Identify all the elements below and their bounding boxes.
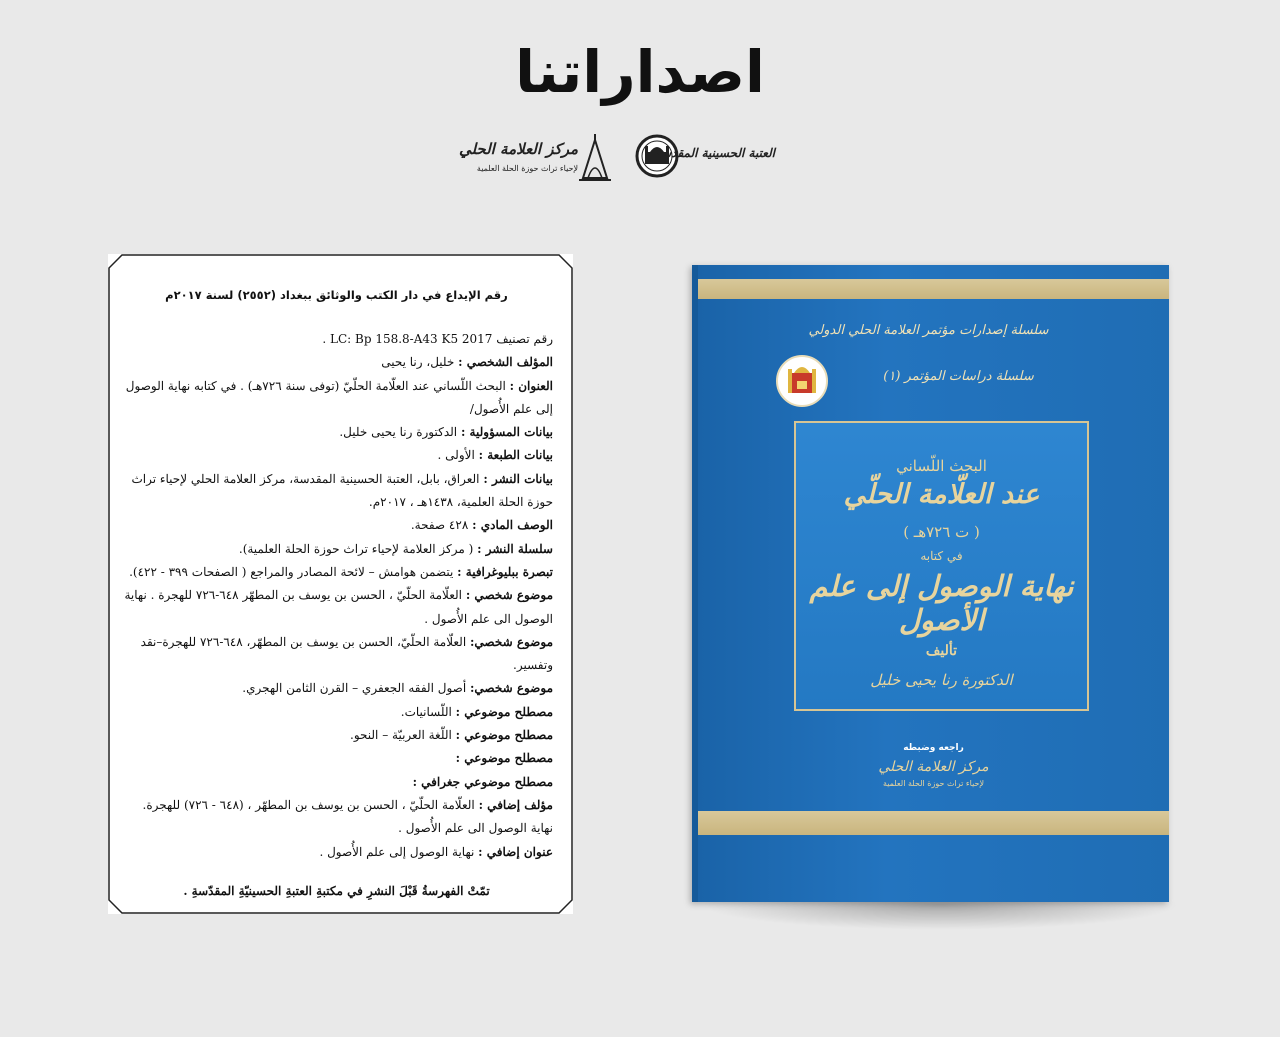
cover-title-box: [794, 421, 1089, 711]
catalog-line-label: عنوان إضافي :: [478, 844, 553, 859]
catalog-line-label: تبصرة ببليوغرافية :: [457, 564, 553, 579]
shrine-logo: [635, 122, 775, 192]
cover-title-3: ( ت ٧٢٦هـ ): [903, 523, 980, 541]
catalog-line: [122, 468, 553, 515]
catalog-line-label: بيانات المسؤولية :: [460, 425, 553, 440]
catalog-line-text: رقم تصنيف LC: Bp 158.8-A43 K5 2017 .: [322, 332, 553, 346]
shrine-logo-name: العتبة الحسينية المقدسة: [654, 146, 775, 160]
catalog-line: [122, 561, 553, 584]
catalog-line-label: مصطلح موضوعي جغرافي :: [412, 774, 553, 789]
center-logo-subtitle: لإحياء تراث حوزة الحلة العلمية: [476, 164, 578, 173]
catalog-line-text: خليل، رنا يحيى: [381, 355, 455, 370]
catalog-line-text: ٤٢٨ صفحة.: [410, 518, 469, 533]
series-top: سلسلة إصدارات مؤتمر العلامة الحلي الدولي: [808, 323, 1049, 338]
catalog-line: [122, 794, 553, 841]
catalog-line: [122, 514, 553, 537]
catalog-line: [122, 538, 553, 561]
catalog-line: [122, 724, 553, 747]
catalog-line: [122, 677, 553, 700]
catalog-line: [122, 701, 553, 724]
cover-title-1: البحث اللّساني: [896, 457, 987, 475]
catalog-line: [122, 328, 553, 351]
gold-band-bottom: [698, 811, 1169, 835]
catalog-line: [122, 375, 553, 422]
cover-title-5: نهاية الوصول إلى علم الأصول: [809, 569, 1074, 637]
cover-center-name: مركز العلامة الحلي: [878, 759, 989, 775]
catalog-line-text: الدكتورة رنا يحيى خليل.: [339, 425, 458, 440]
catalog-line: [122, 444, 553, 467]
cover-title-2: عند العلّامة الحلّي: [843, 479, 1040, 510]
catalog-line-label: موضوع شخصي:: [470, 681, 553, 696]
reviewed-by: راجعه وضبطه: [903, 743, 964, 753]
catalog-line-label: الوصف المادي :: [472, 518, 553, 533]
center-logo: [455, 130, 620, 185]
catalog-line-text: العلّامة الحلّيّ ، الحسن بن يوسف بن المطهّر ٦٤٨-٧٢٦ للهجرة . نهاية الوصول الى علم الأُصول .: [124, 588, 553, 626]
cover-author-label: تأليف: [925, 643, 958, 659]
catalog-line-text: أصول الفقه الجعفري – القرن الثامن الهجري.: [242, 681, 467, 696]
deposit-number: رقم الإيداع في دار الكتب والوثائق ببغداد (٢٥٥٢) لسنة ٢٠١٧م: [165, 288, 508, 302]
catalog-line: [122, 841, 553, 864]
catalog-line-label: مصطلح موضوعي :: [455, 704, 553, 719]
catalog-line-label: مصطلح موضوعي :: [455, 728, 553, 743]
series-label: سلسلة دراسات المؤتمر (١): [883, 369, 1034, 384]
catalog-line: [122, 421, 553, 444]
catalog-line-label: العنوان :: [509, 378, 553, 393]
catalog-line-text: العلّامة الحلّيّ، الحسن بن يوسف بن المطهّر، ٦٤٨-٧٢٦ للهجرة–نقد وتفسير.: [140, 634, 553, 673]
catalog-line-label: بيانات النشر :: [483, 471, 553, 486]
center-logo-name: مركز العلامة الحلي: [458, 140, 578, 158]
cover-author-name: الدكتورة رنا يحيى خليل: [870, 671, 1013, 689]
catalog-line-text: البحث اللّساني عند العلّامة الحلّيّ (توفى سنة ٧٢٦هـ) . في كتابه نهاية الوصول إلى علم الأُصول/: [125, 378, 553, 416]
cover-center-sub: لإحياء تراث حوزة الحلة العلمية: [882, 779, 985, 788]
catalog-line-label: موضوع شخصي :: [465, 588, 553, 603]
catalog-line-text: اللّسانيات.: [400, 704, 452, 719]
catalog-line-label: بيانات الطبعة :: [478, 448, 553, 463]
catalog-line-label: مصطلح موضوعي :: [455, 751, 553, 766]
catalog-line-label: مؤلف إضافي :: [478, 797, 553, 812]
catalog-line-label: موضوع شخصي:: [470, 634, 553, 649]
gold-band-top: [698, 279, 1169, 299]
catalog-line-text: الأولى .: [437, 448, 475, 463]
catalog-line: [122, 747, 553, 770]
catalog-line-text: ( مركز العلامة لإحياء تراث حوزة الحلة العلمية).: [238, 541, 474, 556]
catalog-line: [122, 351, 553, 374]
catalog-line-text: العراق، بابل، العتبة الحسينية المقدسة، مركز العلامة الحلي لإحياء تراث حوزة الحلة العلمية، ١٤٣٨هـ ، ٢٠١٧م.: [131, 471, 553, 510]
publisher-logos: [455, 122, 775, 192]
catalog-line: [122, 631, 553, 678]
catalog-line-text: العلّامة الحلّيّ ، الحسن بن يوسف بن المطهّر ، (٦٤٨ - ٧٢٦) للهجرة. نهاية الوصول الى علم الأُصول .: [142, 797, 553, 836]
catalog-entries: [122, 328, 553, 864]
catalog-line-text: اللّغة العربيّة – النحو.: [350, 728, 452, 743]
cover-title-4: في كتابه: [920, 549, 963, 563]
book-cover: [692, 265, 1169, 902]
catalog-line-label: سلسلة النشر :: [477, 541, 553, 556]
catalog-card: [108, 254, 573, 914]
catalog-line-text: نهاية الوصول إلى علم الأُصول .: [319, 844, 475, 859]
catalog-footer: تمّتْ الفهرسةُ قَبْلَ النشرِ في مكتبةِ العتبةِ الحسينيّةِ المقدّسةِ .: [183, 884, 490, 898]
catalog-line-text: يتضمن هوامش – لائحة المصادر والمراجع ( الصفحات ٣٩٩ - ٤٢٢).: [129, 564, 454, 579]
catalog-line: [122, 771, 553, 794]
cover-emblem-icon: [776, 355, 828, 407]
catalog-line: [122, 584, 553, 631]
catalog-line-label: المؤلف الشخصي :: [458, 355, 553, 370]
page-title: اصداراتنا: [515, 38, 765, 106]
